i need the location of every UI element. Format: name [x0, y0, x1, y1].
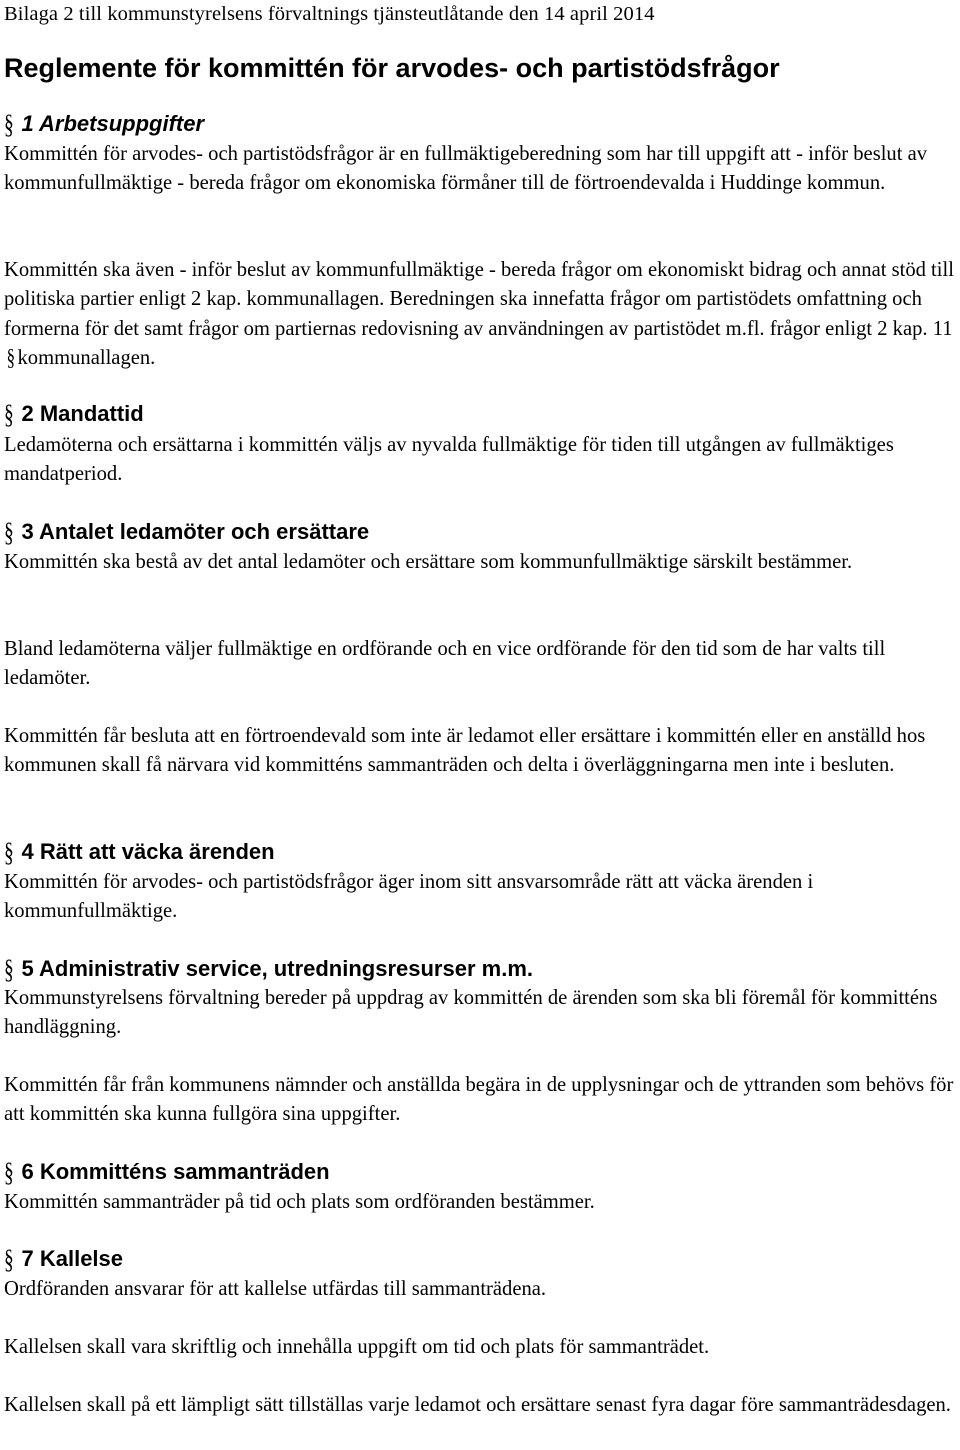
section-heading-text: 5 Administrativ service, utredningsresurser m.m.	[21, 956, 533, 981]
section-heading-3	[4, 518, 369, 546]
section-7-paragraph-2: Kallelsen skall vara skriftlig och innehålla uppgift om tid och plats för sammanträdet.	[4, 1336, 710, 1358]
section-heading-text: 1 Arbetsuppgifter	[21, 111, 205, 136]
section-heading-1	[4, 110, 204, 138]
paragraph-symbol-icon: §	[4, 837, 14, 867]
paragraph-symbol-icon: §	[4, 1157, 14, 1187]
section-heading-text: 3 Antalet ledamöter och ersättare	[21, 519, 370, 544]
section-heading-6	[4, 1158, 330, 1186]
section-1-paragraph-2	[4, 256, 956, 373]
section-1-paragraph-2-tail: kommunallagen.	[17, 346, 156, 369]
section-6-paragraph-1: Kommittén sammanträder på tid och plats som ordföranden bestämmer.	[4, 1191, 595, 1213]
section-heading-text: 6 Kommitténs sammanträden	[21, 1159, 330, 1184]
section-3-paragraph-1: Kommittén ska bestå av det antal ledamöter och ersättare som kommunfullmäktige särskilt bestämmer.	[4, 551, 853, 573]
paragraph-symbol-icon: §	[4, 1244, 14, 1274]
section-heading-text: 2 Mandattid	[21, 401, 144, 426]
section-1-paragraph-1: Kommittén för arvodes- och partistödsfrågor är en fullmäktigeberedning som har till uppgift att - inför beslut av kommunfullmäktige - bereda frågor om ekonomiska förmåner till de förtroendevalda i Huddinge kommun.	[4, 143, 928, 195]
paragraph-symbol-icon: §	[4, 399, 14, 429]
section-7-paragraph-1: Ordföranden ansvarar för att kallelse utfärdas till sammanträdena.	[4, 1278, 547, 1300]
section-heading-7	[4, 1245, 123, 1273]
section-3-paragraph-3: Kommittén får besluta att en förtroendevald som inte är ledamot eller ersättare i kommittén eller en anställd hos kommunen skall få närvara vid kommitténs sammanträden och delta i överläggningarna men inte i besluten.	[4, 725, 926, 777]
section-7-paragraph-3: Kallelsen skall på ett lämpligt sätt tillställas varje ledamot och ersättare senast fyra dagar före sammanträdesdagen.	[4, 1394, 951, 1416]
section-heading-text: 7 Kallelse	[21, 1246, 124, 1271]
section-5-paragraph-1: Kommunstyrelsens förvaltning bereder på uppdrag av kommittén de ärenden som ska bli föremål för kommitténs handläggning.	[4, 987, 938, 1039]
document-title: Reglemente för kommittén för arvodes- och partistödsfrågor	[4, 53, 780, 83]
paragraph-symbol-icon: §	[4, 109, 14, 139]
paragraph-symbol-icon: §	[4, 954, 14, 984]
attachment-header: Bilaga 2 till kommunstyrelsens förvaltnings tjänsteutlåtande den 14 april 2014	[4, 3, 655, 25]
section-1-paragraph-2-text: Kommittén ska även - inför beslut av kommunfullmäktige - bereda frågor om ekonomiskt bidrag och annat stöd till politiska partier enligt 2 kap. kommunallagen. Beredningen ska innefatta frågor om partistödets omfattning och formerna för det samt frågor om partiernas redovisning av användningen av partistödet m.fl. frågor enligt 2 kap. 11	[4, 259, 954, 340]
section-3-paragraph-2: Bland ledamöterna väljer fullmäktige en ordförande och en vice ordförande för den tid som de har valts till ledamöter.	[4, 638, 886, 690]
paragraph-symbol-icon: §	[6, 344, 16, 370]
section-heading-text: 4 Rätt att väcka ärenden	[21, 839, 275, 864]
section-heading-2	[4, 400, 144, 428]
section-5-paragraph-2: Kommittén får från kommunens nämnder och anställda begära in de upplysningar och de yttranden som behövs för att kommittén ska kunna fullgöra sina uppgifter.	[4, 1074, 954, 1126]
paragraph-symbol-icon: §	[4, 517, 14, 547]
section-heading-4	[4, 838, 275, 866]
section-2-paragraph-1: Ledamöterna och ersättarna i kommittén väljs av nyvalda fullmäktige för tiden till utgången av fullmäktiges mandatperiod.	[4, 434, 894, 486]
section-heading-5	[4, 955, 533, 983]
section-4-paragraph-1: Kommittén för arvodes- och partistödsfrågor äger inom sitt ansvarsområde rätt att väcka ärenden i kommunfullmäktige.	[4, 871, 814, 923]
